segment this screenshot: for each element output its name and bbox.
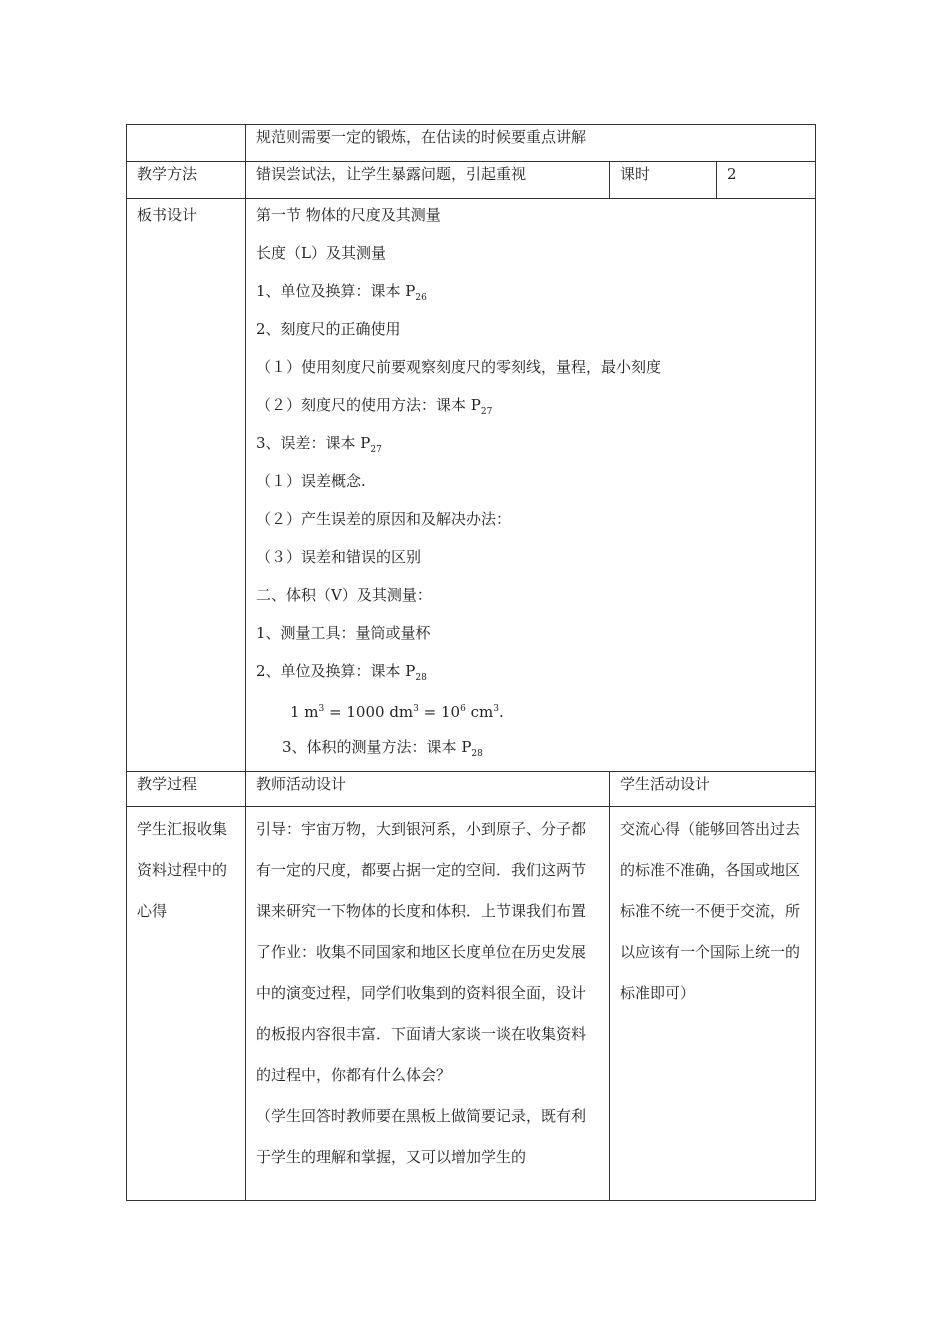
board-line: 1、测量工具：量筒或量杯 (256, 624, 431, 642)
teacher-header: 教师活动设计 (246, 772, 610, 807)
board-line: 长度（L）及其测量 (256, 244, 386, 262)
superscript: 3 (413, 704, 419, 714)
label-cell-empty (127, 125, 246, 162)
board-text: 2、单位及换算：课本 P (256, 662, 416, 680)
page-subscript: 27 (370, 445, 382, 455)
teacher-activity-clip (256, 807, 599, 1198)
table-row (127, 199, 816, 772)
board-text: 3、体积的测量方法：课本 P (282, 738, 472, 756)
stage-label: 学生汇报收集资料过程中的心得 (137, 820, 228, 920)
superscript: 6 (460, 704, 466, 714)
page-subscript: 28 (415, 673, 427, 683)
board-line: （３）误差和错误的区别 (256, 548, 422, 566)
student-activity-cell (610, 807, 816, 1201)
board-text: （２）刻度尺的使用方法：课本 P (256, 396, 481, 414)
hours-label: 课时 (610, 162, 717, 199)
page-subscript: 27 (480, 407, 493, 417)
board-line (256, 657, 805, 695)
formula-part: . (498, 703, 504, 721)
hours-value: 2 (717, 162, 816, 199)
board-line (256, 733, 805, 771)
table-row (127, 807, 816, 1201)
teacher-activity-paragraph: 引导：宇宙万物，大到银河系，小到原子、分子都有一定的尺度，都要占据一定的空间．我们这两节课来研究一下物体的长度和体积．上节课我们布置了作业：收集不同国家和地区长度单位在历史发展中的演变过程，同学们收集到的资料很全面，设计的板报内容很丰富．下面请大家谈一谈在收集资料的过程中，你都有什么体会？ (256, 820, 587, 1084)
board-line (256, 429, 805, 467)
page-subscript: 26 (415, 293, 427, 303)
board-text: 3、误差：课本 P (256, 434, 371, 452)
board-line: 第一节 物体的尺度及其测量 (256, 206, 441, 224)
lesson-plan-table (126, 124, 816, 1201)
board-design (246, 199, 816, 772)
board-line: （１）误差概念. (256, 472, 366, 490)
formula-part: = 10 (418, 703, 461, 721)
table-row (127, 772, 816, 807)
method-text: 错误尝试法，让学生暴露问题，引起重视 (246, 162, 610, 199)
board-line (256, 277, 805, 315)
formula-part: cm (465, 703, 494, 721)
formula-part: = 1000 dm (324, 703, 414, 721)
formula-part: 1 m (290, 703, 319, 721)
board-label: 板书设计 (127, 199, 246, 772)
board-line: （１）使用刻度尺前要观察刻度尺的零刻线，量程，最小刻度 (256, 358, 662, 376)
board-line (256, 391, 805, 429)
superscript: 3 (493, 704, 499, 714)
board-line: （２）产生误差的原因和及解决办法： (256, 510, 512, 528)
process-label: 教学过程 (127, 772, 246, 807)
student-activity: 交流心得（能够回答出过去的标准不准确，各国或地区标准不统一不便于交流，所以应该有一个国际上统一的标准即可） (620, 820, 801, 1002)
method-label: 教学方法 (127, 162, 246, 199)
superscript: 3 (318, 704, 325, 714)
board-line: 二、体积（V）及其测量： (256, 586, 432, 604)
student-header: 学生活动设计 (610, 772, 816, 807)
table-row (127, 125, 816, 162)
board-text: 1、单位及换算：课本 P (256, 282, 416, 300)
teacher-activity-paragraph: （学生回答时教师要在黑板上做简要记录，既有利于学生的理解和掌握，又可以增加学生的 (256, 1107, 587, 1166)
stage-label-cell (127, 807, 246, 1201)
table-row (127, 162, 816, 199)
continuation-text: 规范则需要一定的锻炼，在估读的时候要重点讲解 (246, 125, 816, 162)
page-subscript: 28 (471, 749, 483, 759)
teacher-activity-cell (246, 807, 610, 1201)
board-line: 2、刻度尺的正确使用 (256, 320, 401, 338)
volume-conversion-formula (256, 695, 805, 733)
